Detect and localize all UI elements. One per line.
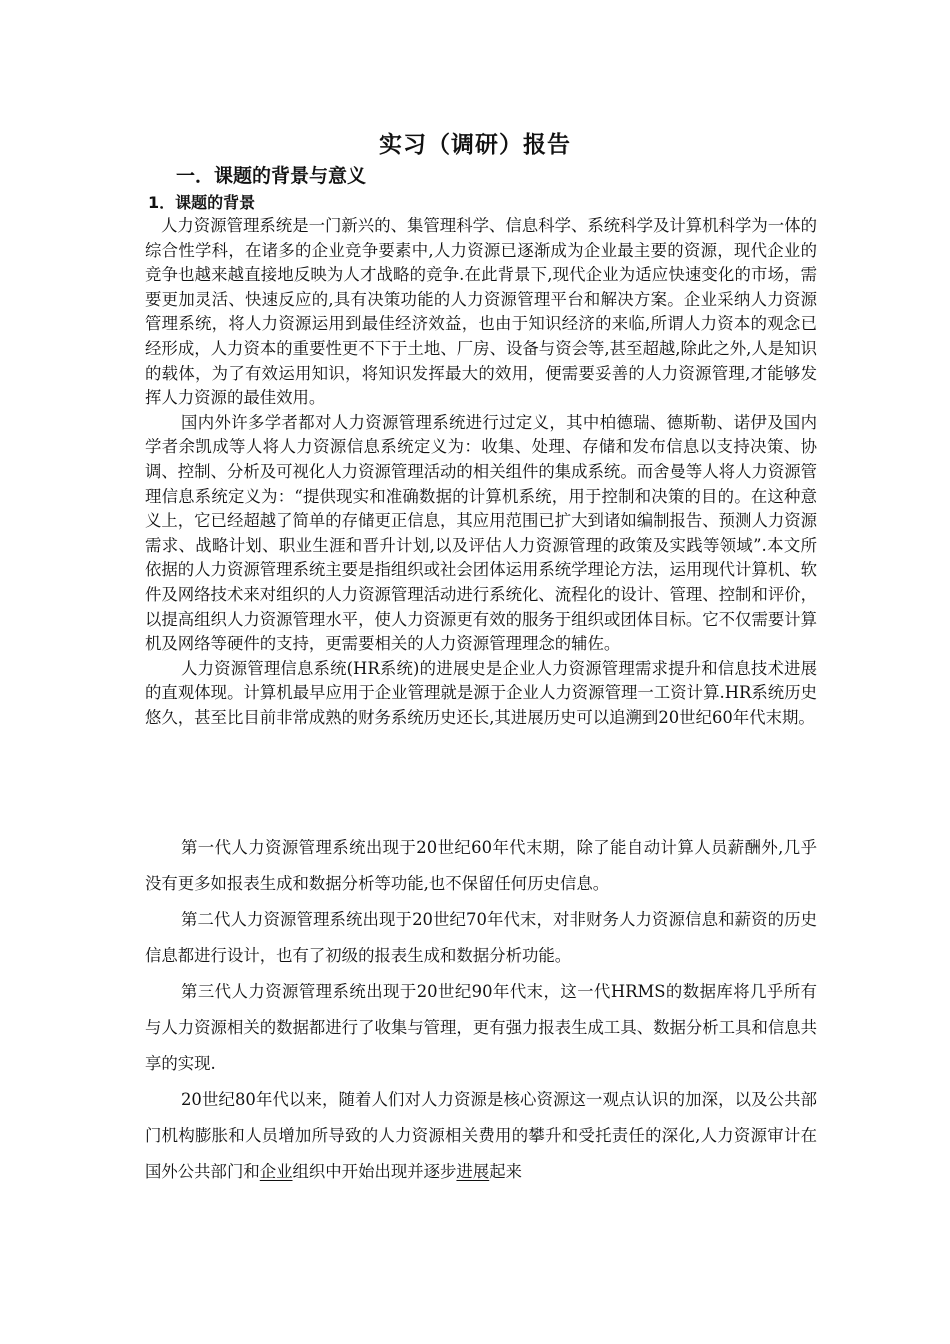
paragraph-7-text-b: 组织中开始出现并逐步 <box>292 1162 457 1181</box>
paragraph-4: 第一代人力资源管理系统出现于20世纪60年代末期，除了能自动计算人员薪酬外,几乎没有更多如报表生成和数据分析等功能,也不保留任何历史信息。 <box>145 838 817 893</box>
paragraph-3: 人力资源管理信息系统(HR系统)的进展史是企业人力资源管理需求提升和信息技术进展的直观体现。计算机最早应用于企业管理就是源于企业人力资源管理一工资计算.HR系统历史悠久，甚至比目前非常成熟的财务系统历史还长,其进展历史可以追溯到20世纪60年代末期。 <box>145 658 817 727</box>
paragraph-5: 第二代人力资源管理系统出现于20世纪70年代末，对非财务人力资源信息和薪资的历史信息都进行设计，也有了初级的报表生成和数据分析功能。 <box>145 910 817 965</box>
paragraph-7 <box>145 1082 817 1190</box>
paragraph-7-text-a: 20世纪80年代以来，随着人们对人力资源是核心资源这一观点认识的加深，以及公共部门机构膨胀和人员增加所导致的人力资源相关费用的攀升和受托责任的深化,人力资源审计在国外公共部门和 <box>145 1090 817 1181</box>
document-title: 实习（调研）报告 <box>379 132 571 158</box>
paragraph-1: 人力资源管理系统是一门新兴的、集管理科学、信息科学、系统科学及计算机科学为一体的综合性学科，在诸多的企业竞争要素中,人力资源已逐渐成为企业最主要的资源，现代企业的竞争也越来越直接地反映为人才战略的竞争.在此背景下,现代企业为适应快速变化的市场，需要更加灵活、快速反应的,具有决策功能的人力资源管理平台和解决方案。企业采纳人力资源管理系统，将人力资源运用到最佳经济效益，也由于知识经济的来临,所谓人力资本的观念已经形成，人力资本的重要性更不下于土地、厂房、设备与资会等,甚至超越,除此之外,人是知识的载体，为了有效运用知识，将知识发挥最大的效用，便需要妥善的人力资源管理,才能够发挥人力资源的最佳效用。 <box>145 216 817 408</box>
body-text <box>145 214 817 730</box>
subsection-heading: 1．课题的背景 <box>148 193 256 212</box>
body-text-spaced <box>145 830 817 1190</box>
link-enterprise[interactable]: 企业 <box>259 1162 293 1181</box>
paragraph-7-text-c: 起来 <box>489 1162 522 1181</box>
link-development[interactable]: 进展 <box>456 1162 490 1181</box>
paragraph-2: 国内外许多学者都对人力资源管理系统进行过定义，其中柏德瑞、德斯勒、诺伊及国内学者余凯成等人将人力资源信息系统定义为：收集、处理、存储和发布信息以支持决策、协调、控制、分析及可视化人力资源管理活动的相关组件的集成系统。而舍曼等人将人力资源管理信息系统定义为：“提供现实和准确数据的计算机系统，用于控制和决策的目的。在这种意义上，它已经超越了简单的存储更正信息，其应用范围已扩大到诸如编制报告、预测人力资源需求、战略计划、职业生涯和晋升计划,以及评估人力资源管理的政策及实践等领域”.本文所依据的人力资源管理系统主要是指组织或社会团体运用系统学理论方法，运用现代计算机、软件及网络技术来对组织的人力资源管理活动进行系统化、流程化的设计、管理、控制和评价，以提高组织人力资源管理水平，使人力资源更有效的服务于组织或团体目标。它不仅需要计算机及网络等硬件的支持，更需要相关的人力资源管理理念的辅佐。 <box>145 412 818 654</box>
paragraph-6: 第三代人力资源管理系统出现于20世纪90年代末，这一代HRMS的数据库将几乎所有与人力资源相关的数据都进行了收集与管理，更有强力报表生成工具、数据分析工具和信息共享的实现. <box>145 982 818 1073</box>
section-heading: 一．课题的背景与意义 <box>176 165 367 187</box>
